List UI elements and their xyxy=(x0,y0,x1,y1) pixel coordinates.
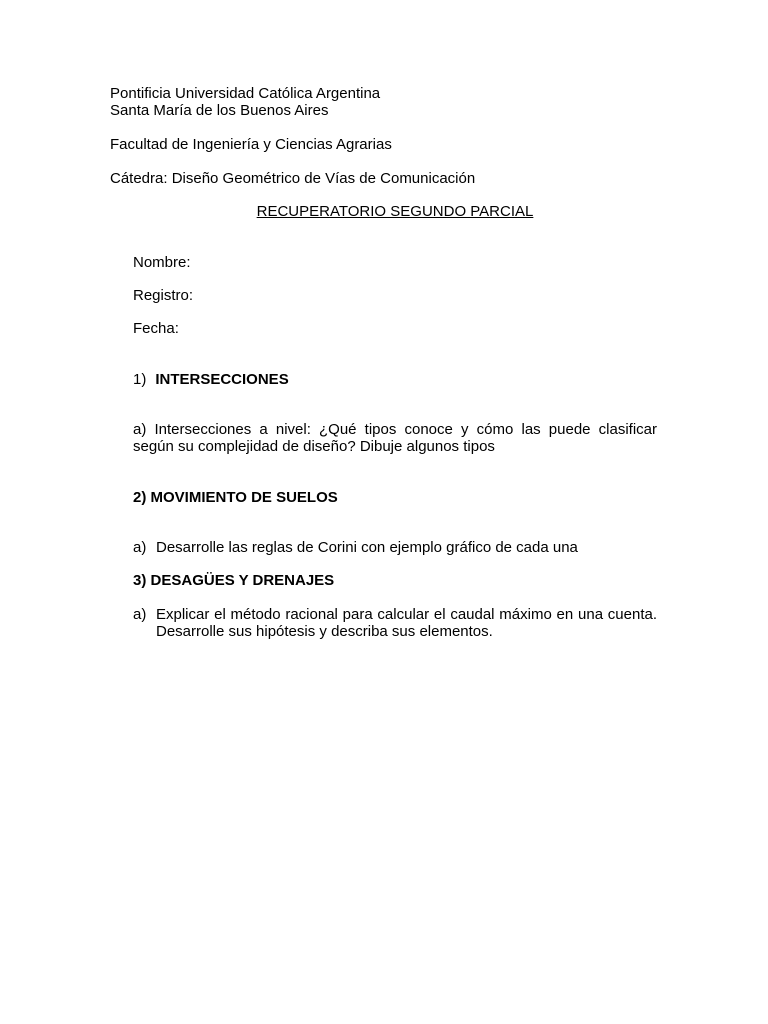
section-1-number: 1) xyxy=(133,371,147,388)
section-3-item-a xyxy=(133,606,657,640)
section-3-item-a-marker: a) xyxy=(133,606,147,623)
section-2-item-a xyxy=(133,539,657,556)
section-1-item-a-text: Intersecciones a nivel: ¿Qué tipos conoce y cómo las puede clasificar según su complejidad de diseño? Dibuje algunos tipos xyxy=(133,421,658,455)
section-2-item-a-text: Desarrolle las reglas de Corini con ejemplo gráfico de cada una xyxy=(156,539,578,556)
section-1-item-a-marker: a) xyxy=(133,421,147,438)
date-label: Fecha: xyxy=(133,320,179,337)
registry-label: Registro: xyxy=(133,287,194,304)
section-2-item-a-marker: a) xyxy=(133,539,147,556)
section-2-number: 2) xyxy=(133,489,147,506)
name-label: Nombre: xyxy=(133,254,191,271)
section-3-title: DESAGÜES Y DRENAJES xyxy=(150,572,335,589)
section-3-heading xyxy=(133,572,334,589)
section-3-item-a-text: Explicar el método racional para calcular el caudal máximo en una cuenta. Desarrolle sus hipótesis y describa sus elementos. xyxy=(156,606,657,640)
faculty-name: Facultad de Ingeniería y Ciencias Agrarias xyxy=(110,136,392,153)
section-1-title: INTERSECCIONES xyxy=(155,371,289,388)
section-1-heading xyxy=(133,371,289,388)
university-subtitle: Santa María de los Buenos Aires xyxy=(110,102,329,119)
exam-title: RECUPERATORIO SEGUNDO PARCIAL xyxy=(256,203,534,220)
chair-name: Cátedra: Diseño Geométrico de Vías de Comunicación xyxy=(110,170,476,187)
section-2-title: MOVIMIENTO DE SUELOS xyxy=(150,489,338,506)
university-name: Pontificia Universidad Católica Argentina xyxy=(110,85,381,102)
section-2-heading xyxy=(133,489,338,506)
section-3-number: 3) xyxy=(133,572,147,589)
section-1-item-a xyxy=(133,421,657,455)
